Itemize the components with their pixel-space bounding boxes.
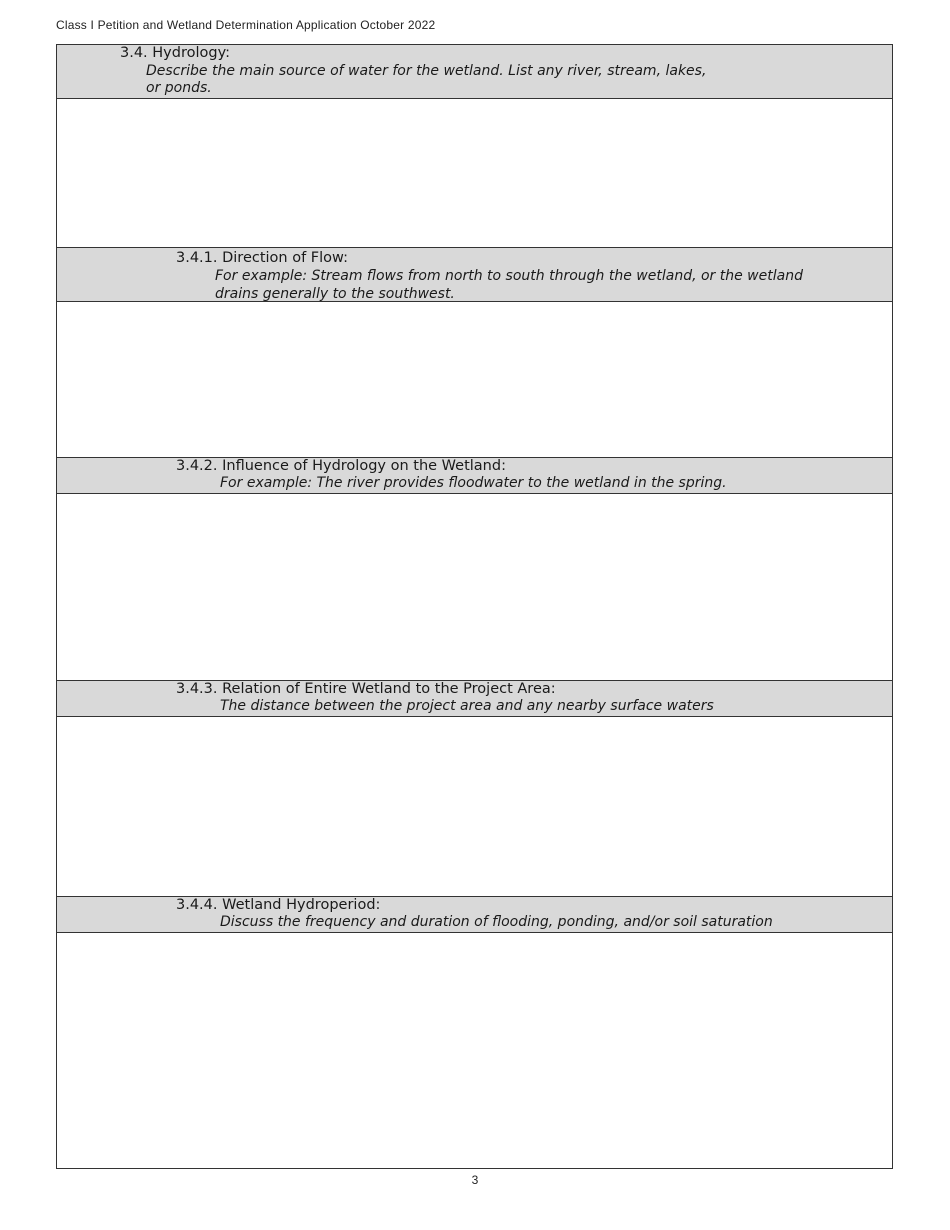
running-header: Class I Petition and Wetland Determination Application October 2022 bbox=[56, 18, 436, 32]
section-title: 3.4.3. Relation of Entire Wetland to the Project Area: bbox=[176, 681, 556, 697]
section-header-wetland-hydroperiod bbox=[57, 897, 892, 933]
section-description-line: The distance between the project area and any nearby surface waters bbox=[220, 698, 714, 714]
section-title: 3.4.2. Influence of Hydrology on the Wetland: bbox=[176, 458, 506, 474]
section-description-line: For example: The river provides floodwater to the wetland in the spring. bbox=[220, 475, 727, 491]
section-description-line: For example: Stream flows from north to south through the wetland, or the wetland bbox=[215, 268, 803, 284]
answer-field-hydrology[interactable] bbox=[57, 99, 892, 248]
section-title: 3.4.1. Direction of Flow: bbox=[176, 250, 349, 266]
section-title: 3.4. Hydrology: bbox=[120, 45, 230, 61]
section-header-direction-of-flow bbox=[57, 248, 892, 302]
page-number: 3 bbox=[471, 1173, 479, 1187]
section-description-line: or ponds. bbox=[146, 80, 212, 96]
section-title: 3.4.4. Wetland Hydroperiod: bbox=[176, 897, 381, 913]
answer-field-influence-of-hydrology[interactable] bbox=[57, 494, 892, 681]
answer-field-wetland-hydroperiod[interactable] bbox=[57, 933, 892, 1168]
section-header-influence-of-hydrology bbox=[57, 458, 892, 494]
hydrology-form-table bbox=[56, 44, 893, 1169]
section-header-relation-to-project-area bbox=[57, 681, 892, 717]
section-description-line: Discuss the frequency and duration of flooding, ponding, and/or soil saturation bbox=[220, 914, 773, 930]
section-description-line: drains generally to the southwest. bbox=[215, 286, 455, 302]
answer-field-relation-to-project-area[interactable] bbox=[57, 717, 892, 897]
answer-field-direction-of-flow[interactable] bbox=[57, 302, 892, 458]
section-header-hydrology bbox=[57, 45, 892, 99]
section-description-line: Describe the main source of water for the wetland. List any river, stream, lakes, bbox=[146, 63, 707, 79]
